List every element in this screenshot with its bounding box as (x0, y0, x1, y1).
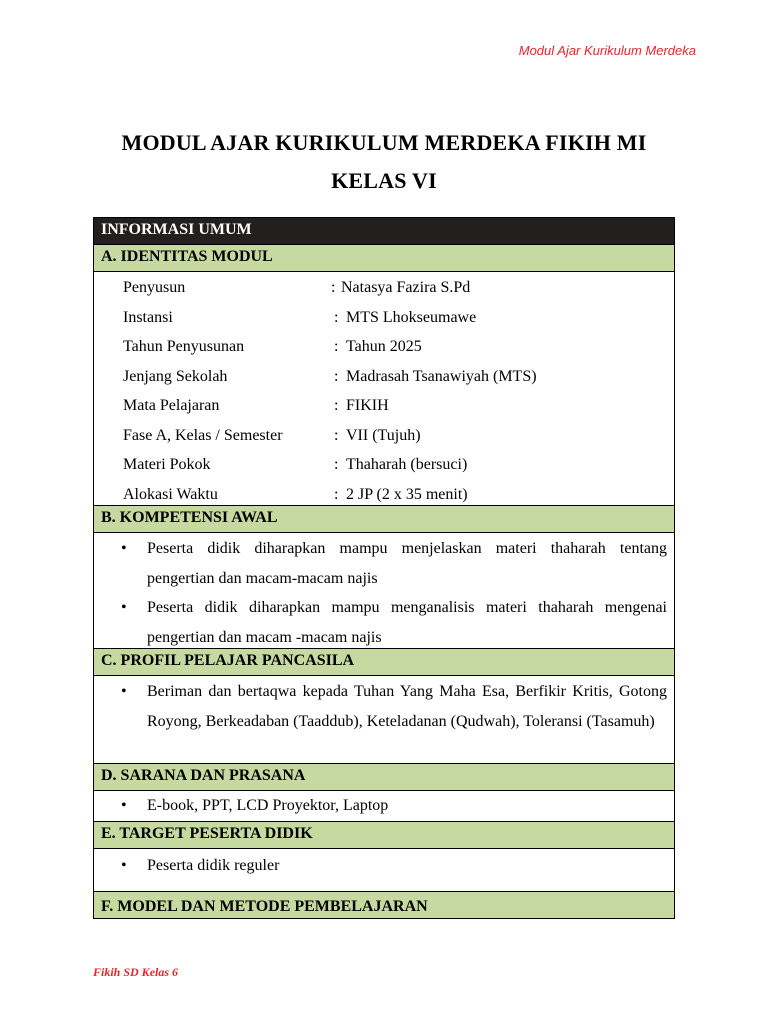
identity-separator: : (334, 426, 339, 444)
page-footer: Fikih SD Kelas 6 (93, 965, 179, 979)
identity-row (94, 332, 674, 362)
identity-value: FIKIH (346, 397, 389, 414)
identity-row (94, 273, 674, 303)
identity-separator: : (334, 308, 339, 326)
identity-value: VII (Tujuh) (346, 426, 421, 444)
section-target-peserta-didik: E. TARGET PESERTA DIDIK (94, 822, 674, 849)
section-identitas-modul: A. IDENTITAS MODUL (94, 245, 674, 272)
identity-row (94, 362, 674, 392)
identity-label: Materi Pokok (123, 456, 211, 473)
title-line-1: MODUL AJAR KURIKULUM MERDEKA FIKIH MI (121, 130, 647, 155)
list-item: • Peserta didik diharapkan mampu menganalisis materi thaharah mengenai pengertian dan macam -macam najis (94, 593, 667, 652)
identity-separator: : (331, 279, 336, 296)
section-profil-pelajar-pancasila: C. PROFIL PELAJAR PANCASILA (94, 649, 674, 676)
identity-row (94, 391, 674, 421)
section-model-dan-metode: F. MODEL DAN METODE PEMBELAJARAN (94, 892, 674, 919)
list-item: • Beriman dan bertaqwa kepada Tuhan Yang Maha Esa, Berfikir Kritis, Gotong Royong, Berkeadaban (Taaddub), Keteladanan (Qudwah), Toleransi (Tasamuh) (94, 677, 667, 736)
page-header: Modul Ajar Kurikulum Merdeka (518, 43, 696, 58)
document-title (0, 124, 768, 200)
section-kompetensi-awal: B. KOMPETENSI AWAL (94, 506, 674, 533)
identity-label: Tahun Penyusunan (123, 338, 245, 355)
identity-value: Thaharah (bersuci) (346, 456, 468, 473)
identity-separator: : (334, 338, 339, 355)
identitas-modul-body (94, 272, 674, 506)
identity-value: Natasya Fazira S.Pd (341, 279, 471, 296)
profil-pelajar-body (94, 676, 674, 764)
identity-separator: : (334, 367, 339, 385)
kompetensi-awal-body (94, 533, 674, 649)
identity-row (94, 303, 674, 333)
identity-value: 2 JP (2 x 35 menit) (346, 485, 468, 503)
list-item: • E-book, PPT, LCD Proyektor, Laptop (94, 791, 667, 821)
info-table (93, 217, 675, 919)
section-sarana-dan-prasana: D. SARANA DAN PRASANA (94, 764, 674, 791)
identity-separator: : (334, 397, 339, 414)
identity-label: Alokasi Waktu (123, 485, 218, 503)
title-line-2: KELAS VI (331, 168, 437, 193)
table-header-informasi-umum: INFORMASI UMUM (94, 218, 674, 245)
identity-row (94, 450, 674, 480)
target-body (94, 849, 674, 892)
list-item: • Peserta didik reguler (94, 851, 667, 881)
identity-label: Instansi (123, 308, 173, 326)
identity-value: Tahun 2025 (346, 338, 422, 355)
identity-value: MTS Lhokseumawe (346, 308, 477, 326)
identity-label: Jenjang Sekolah (123, 367, 228, 385)
identity-separator: : (334, 485, 339, 503)
identity-row (94, 421, 674, 451)
identity-label: Fase A, Kelas / Semester (123, 426, 283, 444)
identity-label: Mata Pelajaran (123, 397, 220, 414)
sarana-body (94, 791, 674, 822)
identity-label: Penyusun (123, 279, 186, 296)
identity-value: Madrasah Tsanawiyah (MTS) (346, 367, 537, 385)
identity-separator: : (334, 456, 339, 473)
list-item: • Peserta didik diharapkan mampu menjelaskan materi thaharah tentang pengertian dan macam-macam najis (94, 534, 667, 593)
identity-row (94, 480, 674, 510)
